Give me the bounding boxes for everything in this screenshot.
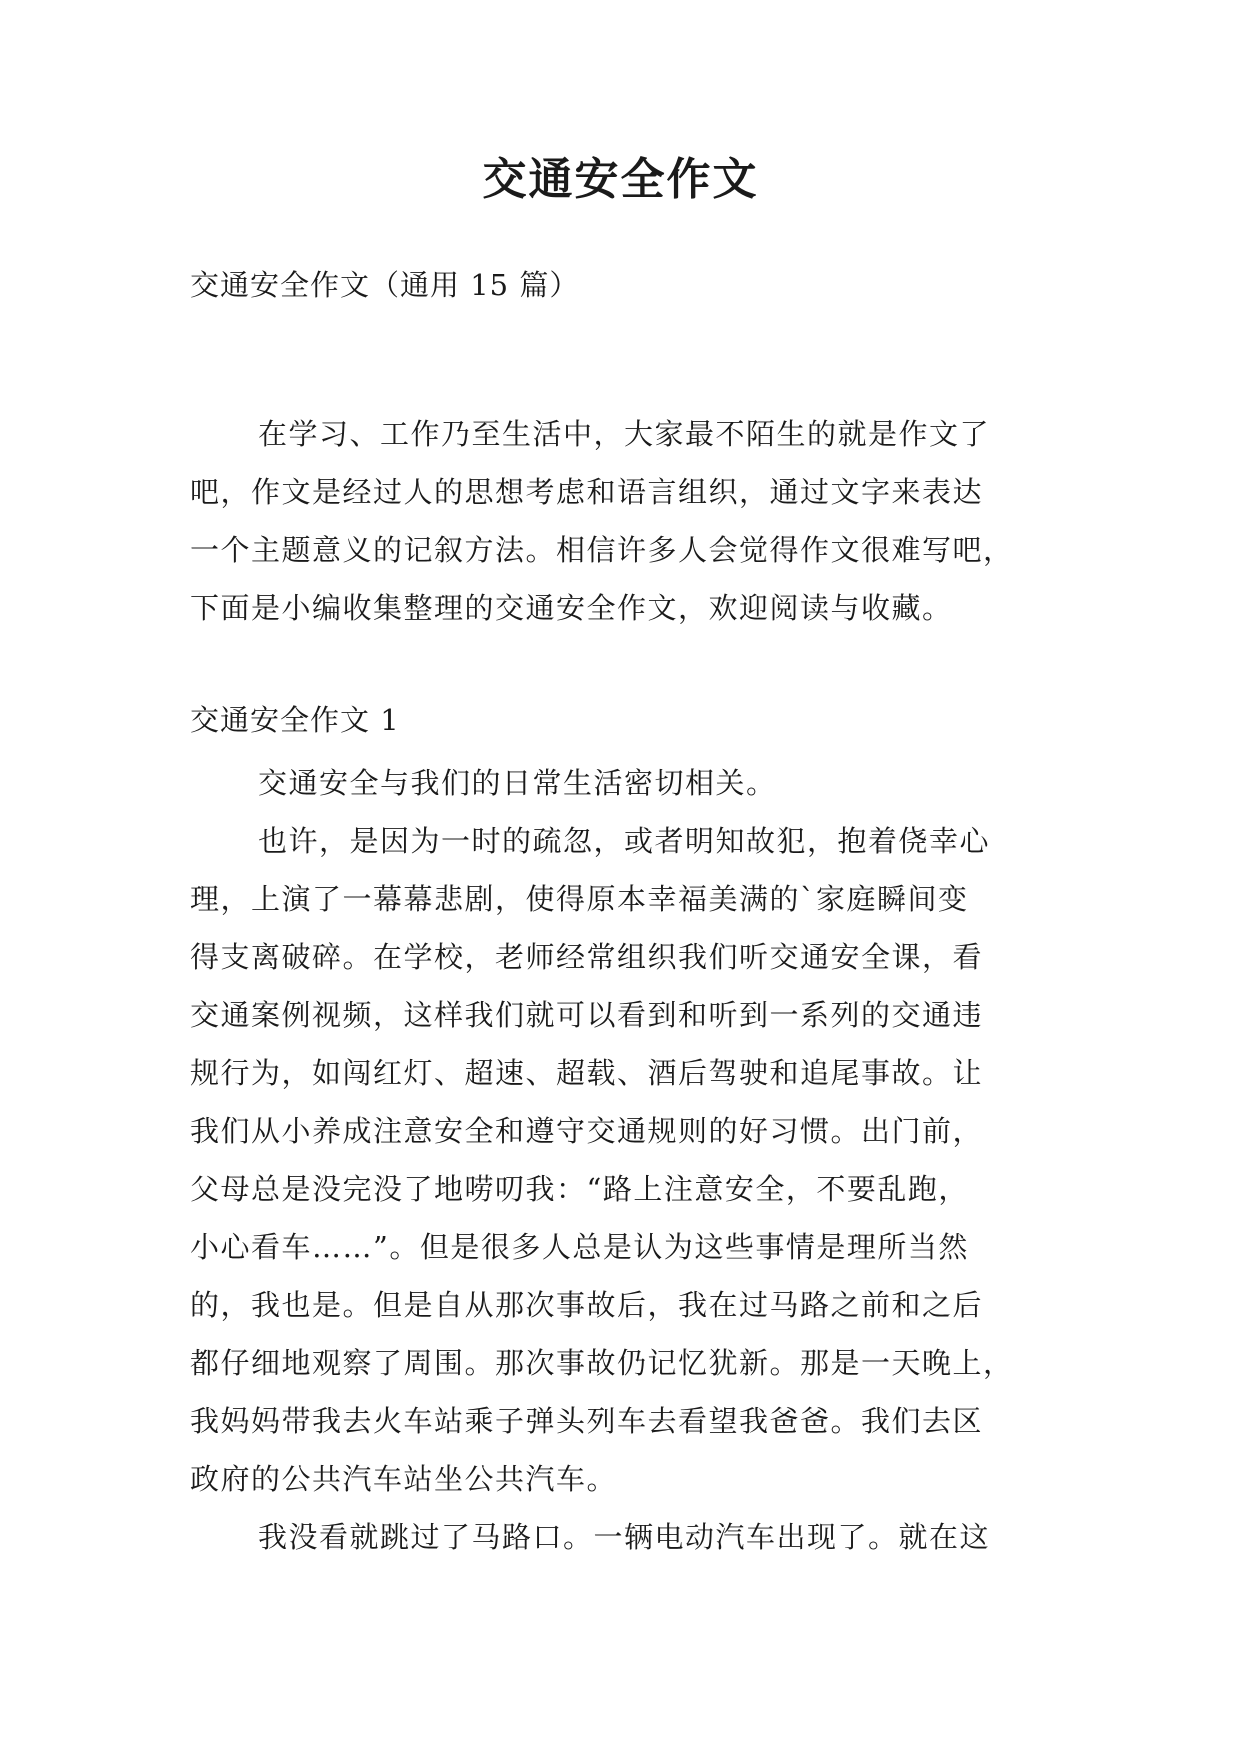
intro-line: 一个主题意义的记叙方法。相信许多人会觉得作文很难写吧， <box>190 533 1014 567</box>
essay-line: 也许，是因为一时的疏忽，或者明知故犯，抱着侥幸心 <box>258 824 991 858</box>
essay-line: 我们从小养成注意安全和遵守交通规则的好习惯。出门前， <box>190 1114 984 1148</box>
document-subtitle: 交通安全作文（通用 15 篇） <box>190 268 580 302</box>
intro-line: 下面是小编收集整理的交通安全作文，欢迎阅读与收藏。 <box>190 591 953 625</box>
essay-line: 的，我也是。但是自从那次事故后，我在过马路之前和之后 <box>190 1288 984 1322</box>
document-title: 交通安全作文 <box>482 154 759 205</box>
essay-line: 交通安全与我们的日常生活密切相关。 <box>258 766 777 800</box>
essay-line: 理，上演了一幕幕悲剧，使得原本幸福美满的`家庭瞬间变 <box>190 882 969 916</box>
essay-line: 政府的公共汽车站坐公共汽车。 <box>190 1462 618 1496</box>
essay-line: 我妈妈带我去火车站乘子弹头列车去看望我爸爸。我们去区 <box>190 1404 984 1438</box>
essay-line: 交通案例视频，这样我们就可以看到和听到一系列的交通违 <box>190 998 984 1032</box>
essay-line: 规行为，如闯红灯、超速、超载、酒后驾驶和追尾事故。让 <box>190 1056 984 1090</box>
essay-line: 得支离破碎。在学校，老师经常组织我们听交通安全课，看 <box>190 940 984 974</box>
essay-line: 我没看就跳过了马路口。一辆电动汽车出现了。就在这 <box>258 1520 991 1554</box>
essay-body <box>190 754 1070 1566</box>
intro-line: 在学习、工作乃至生活中，大家最不陌生的就是作文了 <box>258 417 991 451</box>
essay-heading: 交通安全作文 1 <box>190 703 400 737</box>
essay-line: 都仔细地观察了周围。那次事故仍记忆犹新。那是一天晚上， <box>190 1346 1014 1380</box>
intro-line: 吧，作文是经过人的思想考虑和语言组织，通过文字来表达 <box>190 475 984 509</box>
essay-line: 父母总是没完没了地唠叨我：“路上注意安全，不要乱跑， <box>190 1172 969 1206</box>
essay-line: 小心看车……”。但是很多人总是认为这些事情是理所当然 <box>190 1230 969 1264</box>
intro-paragraph <box>190 405 1070 637</box>
